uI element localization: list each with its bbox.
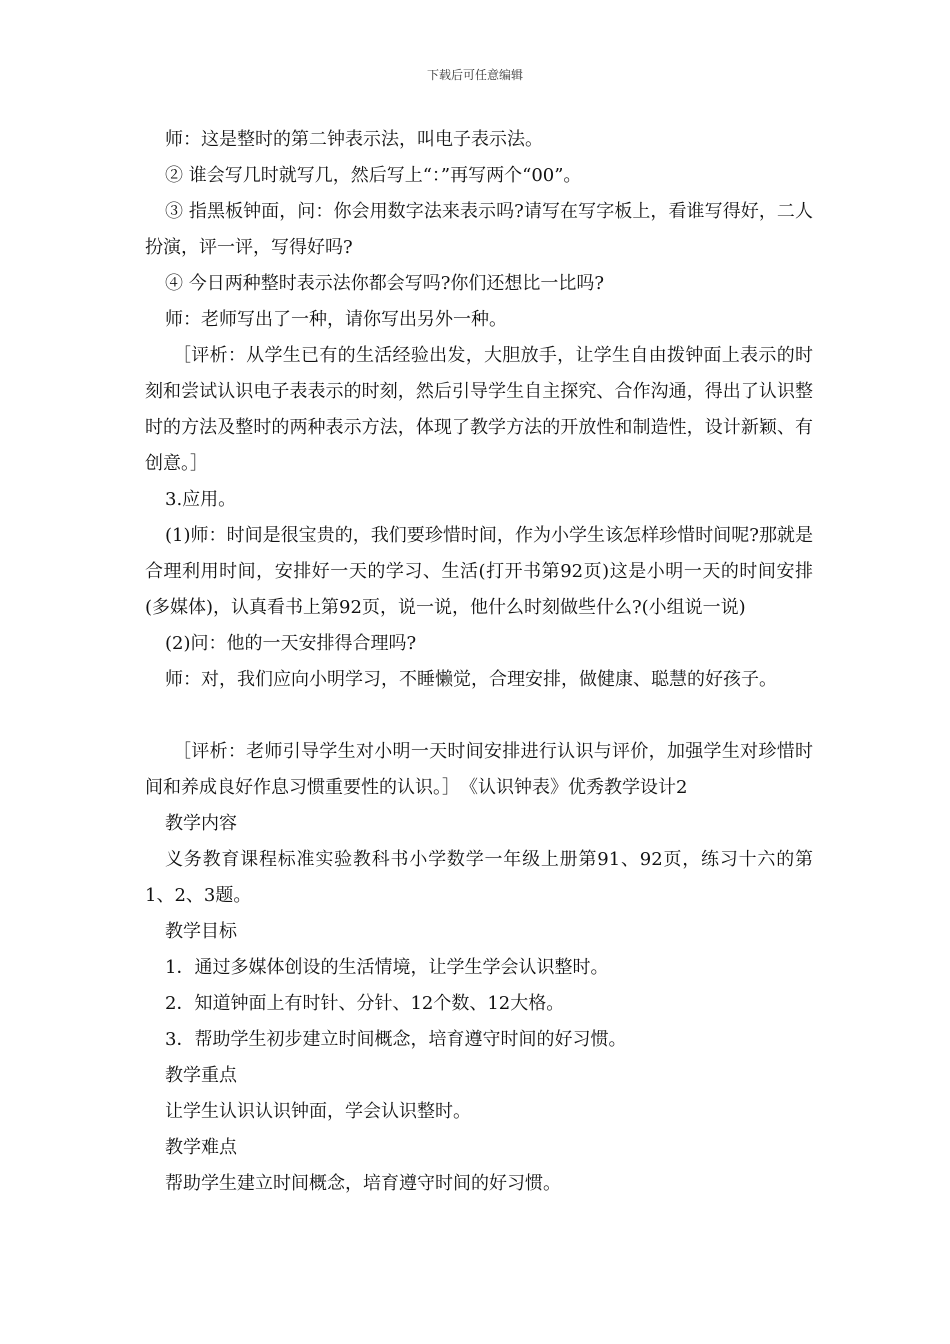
paragraph: ② 谁会写几时就写几，然后写上“：”再写两个“00”。 xyxy=(165,165,582,186)
section-heading: 3.应用。 xyxy=(165,489,237,510)
blank-line xyxy=(145,698,813,734)
list-item: 1．通过多媒体创设的生活情境，让学生学会认识整时。 xyxy=(165,957,609,978)
page-header: 下载后可任意编辑 xyxy=(426,68,523,82)
paragraph: 师：这是整时的第二钟表示法，叫电子表示法。 xyxy=(165,129,543,150)
paragraph: (1)师：时间是很宝贵的，我们要珍惜时间，作为小学生该怎样珍惜时间呢?那就是合理利用时间，安排好一天的学习、生活(打开书第92页)这是小明一天的时间安排(多媒体)，认真看书上第92页，说一说，他什么时刻做些什么?(小组说一说) xyxy=(145,525,813,618)
section-heading: 教学重点 xyxy=(165,1065,237,1086)
paragraph: 师：对，我们应向小明学习，不睡懒觉，合理安排，做健康、聪慧的好孩子。 xyxy=(165,669,777,690)
paragraph: (2)问：他的一天安排得合理吗? xyxy=(165,633,417,654)
list-item: 2．知道钟面上有时针、分针、12个数、12大格。 xyxy=(165,993,565,1014)
section-heading: 教学难点 xyxy=(165,1137,237,1158)
paragraph: 让学生认识认识钟面，学会认识整时。 xyxy=(165,1101,471,1122)
commentary-paragraph: ［评析：老师引导学生对小明一天时间安排进行认识与评价，加强学生对珍惜时间和养成良好作息习惯重要性的认识。］ 《认识钟表》优秀教学设计2 xyxy=(145,741,813,798)
paragraph: ④ 今日两种整时表示法你都会写吗?你们还想比一比吗? xyxy=(165,273,605,294)
paragraph: 师：老师写出了一种，请你写出另外一种。 xyxy=(165,309,507,330)
paragraph: 义务教育课程标准实验教科书小学数学一年级上册第91、92页，练习十六的第1、2、3题。 xyxy=(145,849,813,906)
paragraph: ③ 指黑板钟面，问：你会用数字法来表示吗?请写在写字板上，看谁写得好，二人扮演，评一评，写得好吗? xyxy=(145,201,813,258)
section-heading: 教学目标 xyxy=(165,921,237,942)
list-item: 3．帮助学生初步建立时间概念，培育遵守时间的好习惯。 xyxy=(165,1029,627,1050)
paragraph: 帮助学生建立时间概念，培育遵守时间的好习惯。 xyxy=(165,1173,561,1194)
section-heading: 教学内容 xyxy=(165,813,237,834)
commentary-paragraph: ［评析：从学生已有的生活经验出发，大胆放手，让学生自由拨钟面上表示的时刻和尝试认识电子表表示的时刻，然后引导学生自主探究、合作沟通，得出了认识整时的方法及整时的两种表示方法，体现了教学方法的开放性和制造性，设计新颖、有创意。］ xyxy=(145,345,813,474)
document-body xyxy=(145,122,813,1202)
